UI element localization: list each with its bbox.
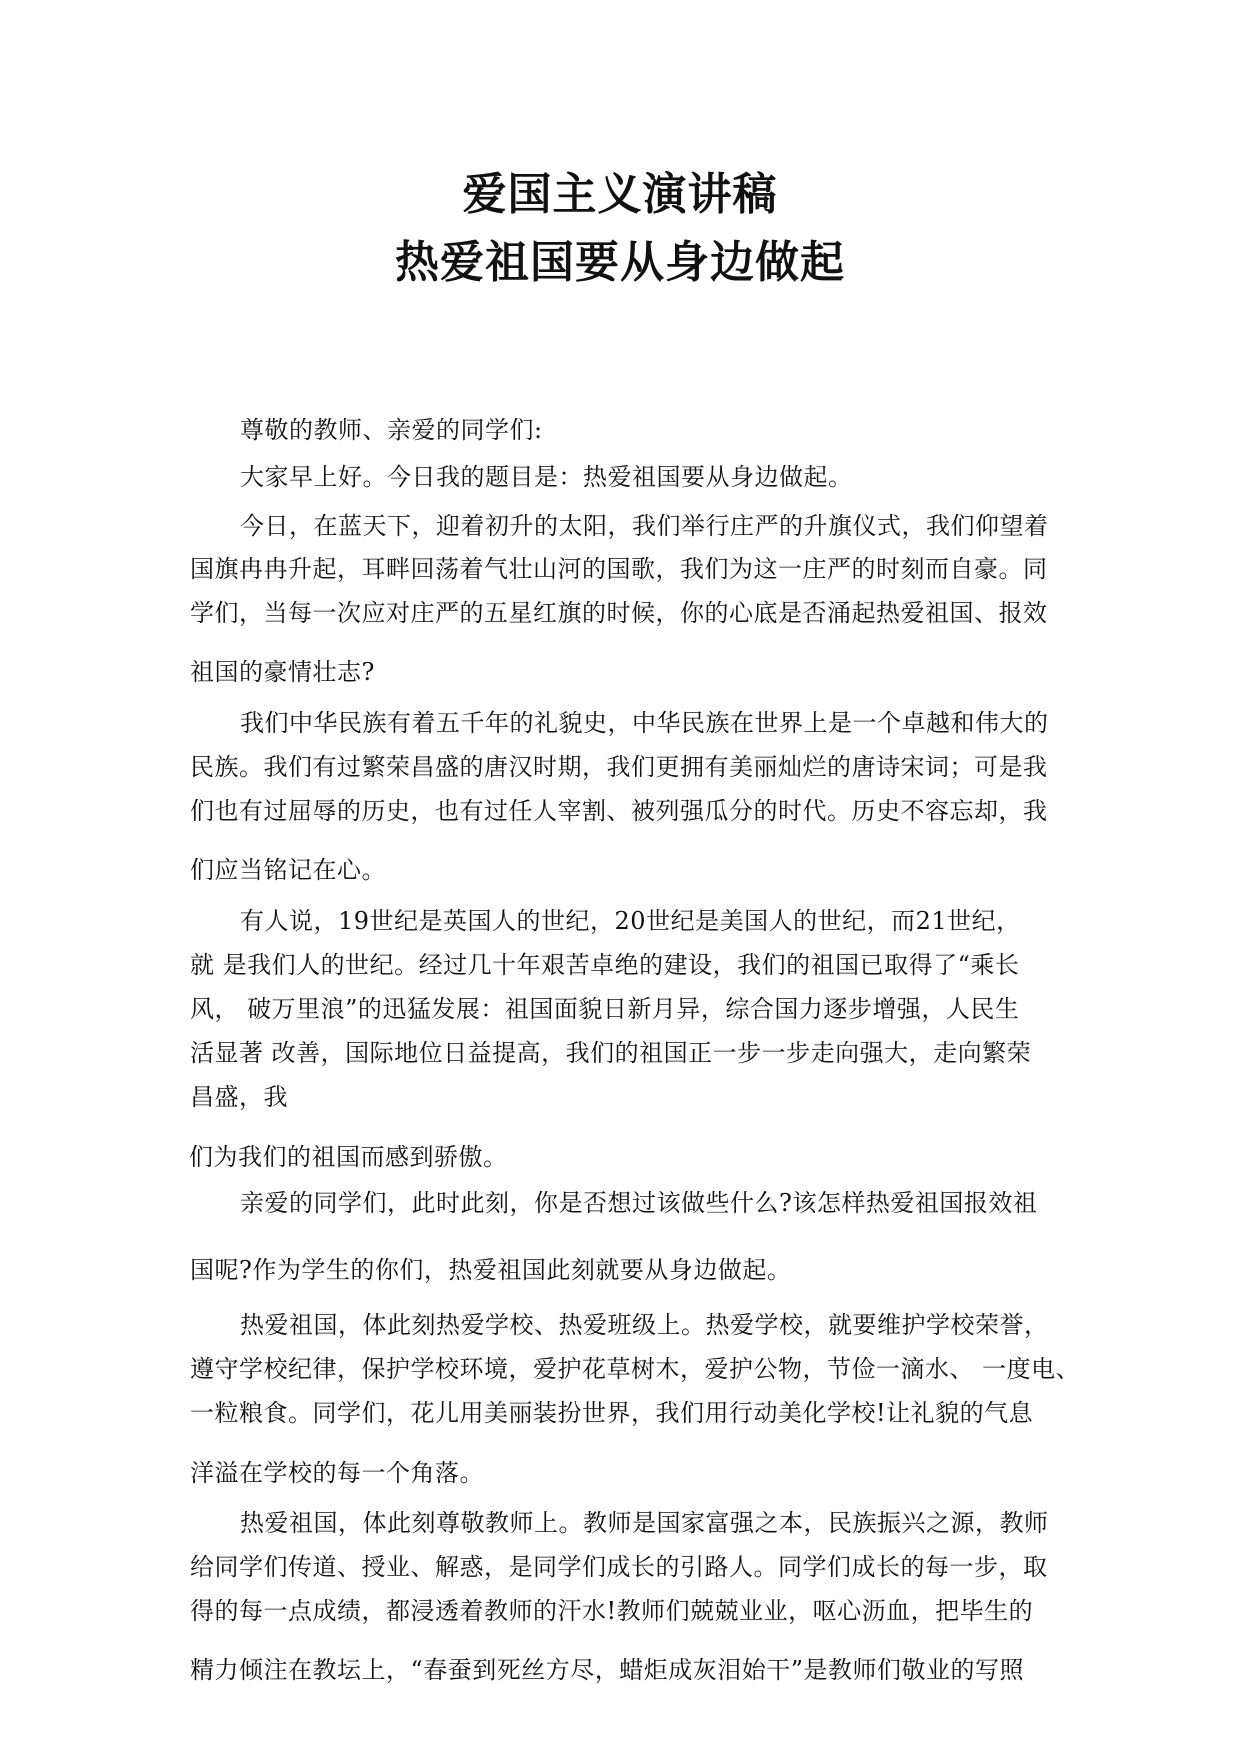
text-line: 祖国的豪情壮志? [190,658,375,686]
text-line: 民族。我们有过繁荣昌盛的唐汉时期，我们更拥有美丽灿烂的唐诗宋词；可是我 [190,753,1048,781]
text-line: 精力倾注在教坛上，“春蚕到死丝方尽，蜡炬成灰泪始干”是教师们敬业的写照 [190,1656,1025,1684]
text-line: 国呢?作为学生的你们，热爱祖国此刻就要从身边做起。 [190,1256,792,1284]
text-line: 们也有过屈辱的历史，也有过任人宰割、被列强瓜分的时代。历史不容忘却，我 [190,797,1048,825]
text-line: 遵守学校纪律，保护学校环境，爱护花草树木，爱护公物，节俭一滴水、 一度电、 [190,1355,1081,1383]
text-line: 国旗冉冉升起，耳畔回荡着气壮山河的国歌，我们为这一庄严的时刻而自豪。同 [190,555,1048,583]
text-line: 活显著 改善，国际地位日益提高，我们的祖国正一步一步走向强大，走向繁荣 [190,1039,1032,1067]
text-line: 有人说，19世纪是英国人的世纪，20世纪是美国人的世纪，而21世纪， [240,907,1021,935]
text-line: 我们中华民族有着五千年的礼貌史，中华民族在世界上是一个卓越和伟大的 [240,709,1049,737]
text-line: 今日，在蓝天下，迎着初升的太阳，我们举行庄严的升旗仪式，我们仰望着 [240,512,1049,540]
text-line: 们为我们的祖国而感到骄傲。 [189,1143,508,1171]
text-line: 热爱祖国，体此刻热爱学校、热爱班级上。热爱学校，就要维护学校荣誉， [240,1311,1049,1339]
text-line: 得的每一点成绩，都浸透着教师的汗水!教师们兢兢业业，呕心沥血，把毕生的 [190,1597,1034,1625]
text-line: 亲爱的同学们，此时此刻，你是否想过该做些什么?该怎样热爱祖国报效祖 [240,1189,1038,1217]
text-line: 们应当铭记在心。 [190,856,386,884]
text-line: 风， 破万里浪”的迅猛发展：祖国面貌日新月异，综合国力逐步增强，人民生 [190,995,1020,1023]
text-line: 学们，当每一次应对庄严的五星红旗的时候，你的心底是否涌起热爱祖国、报效 [190,599,1048,627]
text-line: 大家早上好。今日我的题目是：热爱祖国要从身边做起。 [240,463,853,491]
text-line: 给同学们传道、授业、解惑，是同学们成长的引路人。同学们成长的每一步，取 [190,1553,1048,1581]
text-line: 洋溢在学校的每一个角落。 [190,1459,484,1487]
text-line: 一粒粮食。同学们，花儿用美丽装扮世界，我们用行动美化学校!让礼貌的气息 [190,1399,1034,1427]
page-title: 爱国主义演讲稿 [462,169,778,220]
text-line: 尊敬的教师、亲爱的同学们: [240,416,543,444]
text-line: 就 是我们人的世纪。经过几十年艰苦卓绝的建设，我们的祖国已取得了“乘长 [190,951,1020,979]
page-subtitle: 热爱祖国要从身边做起 [395,237,845,288]
text-line: 热爱祖国，体此刻尊敬教师上。教师是国家富强之本，民族振兴之源，教师 [240,1509,1049,1537]
text-line: 昌盛，我 [190,1083,288,1111]
